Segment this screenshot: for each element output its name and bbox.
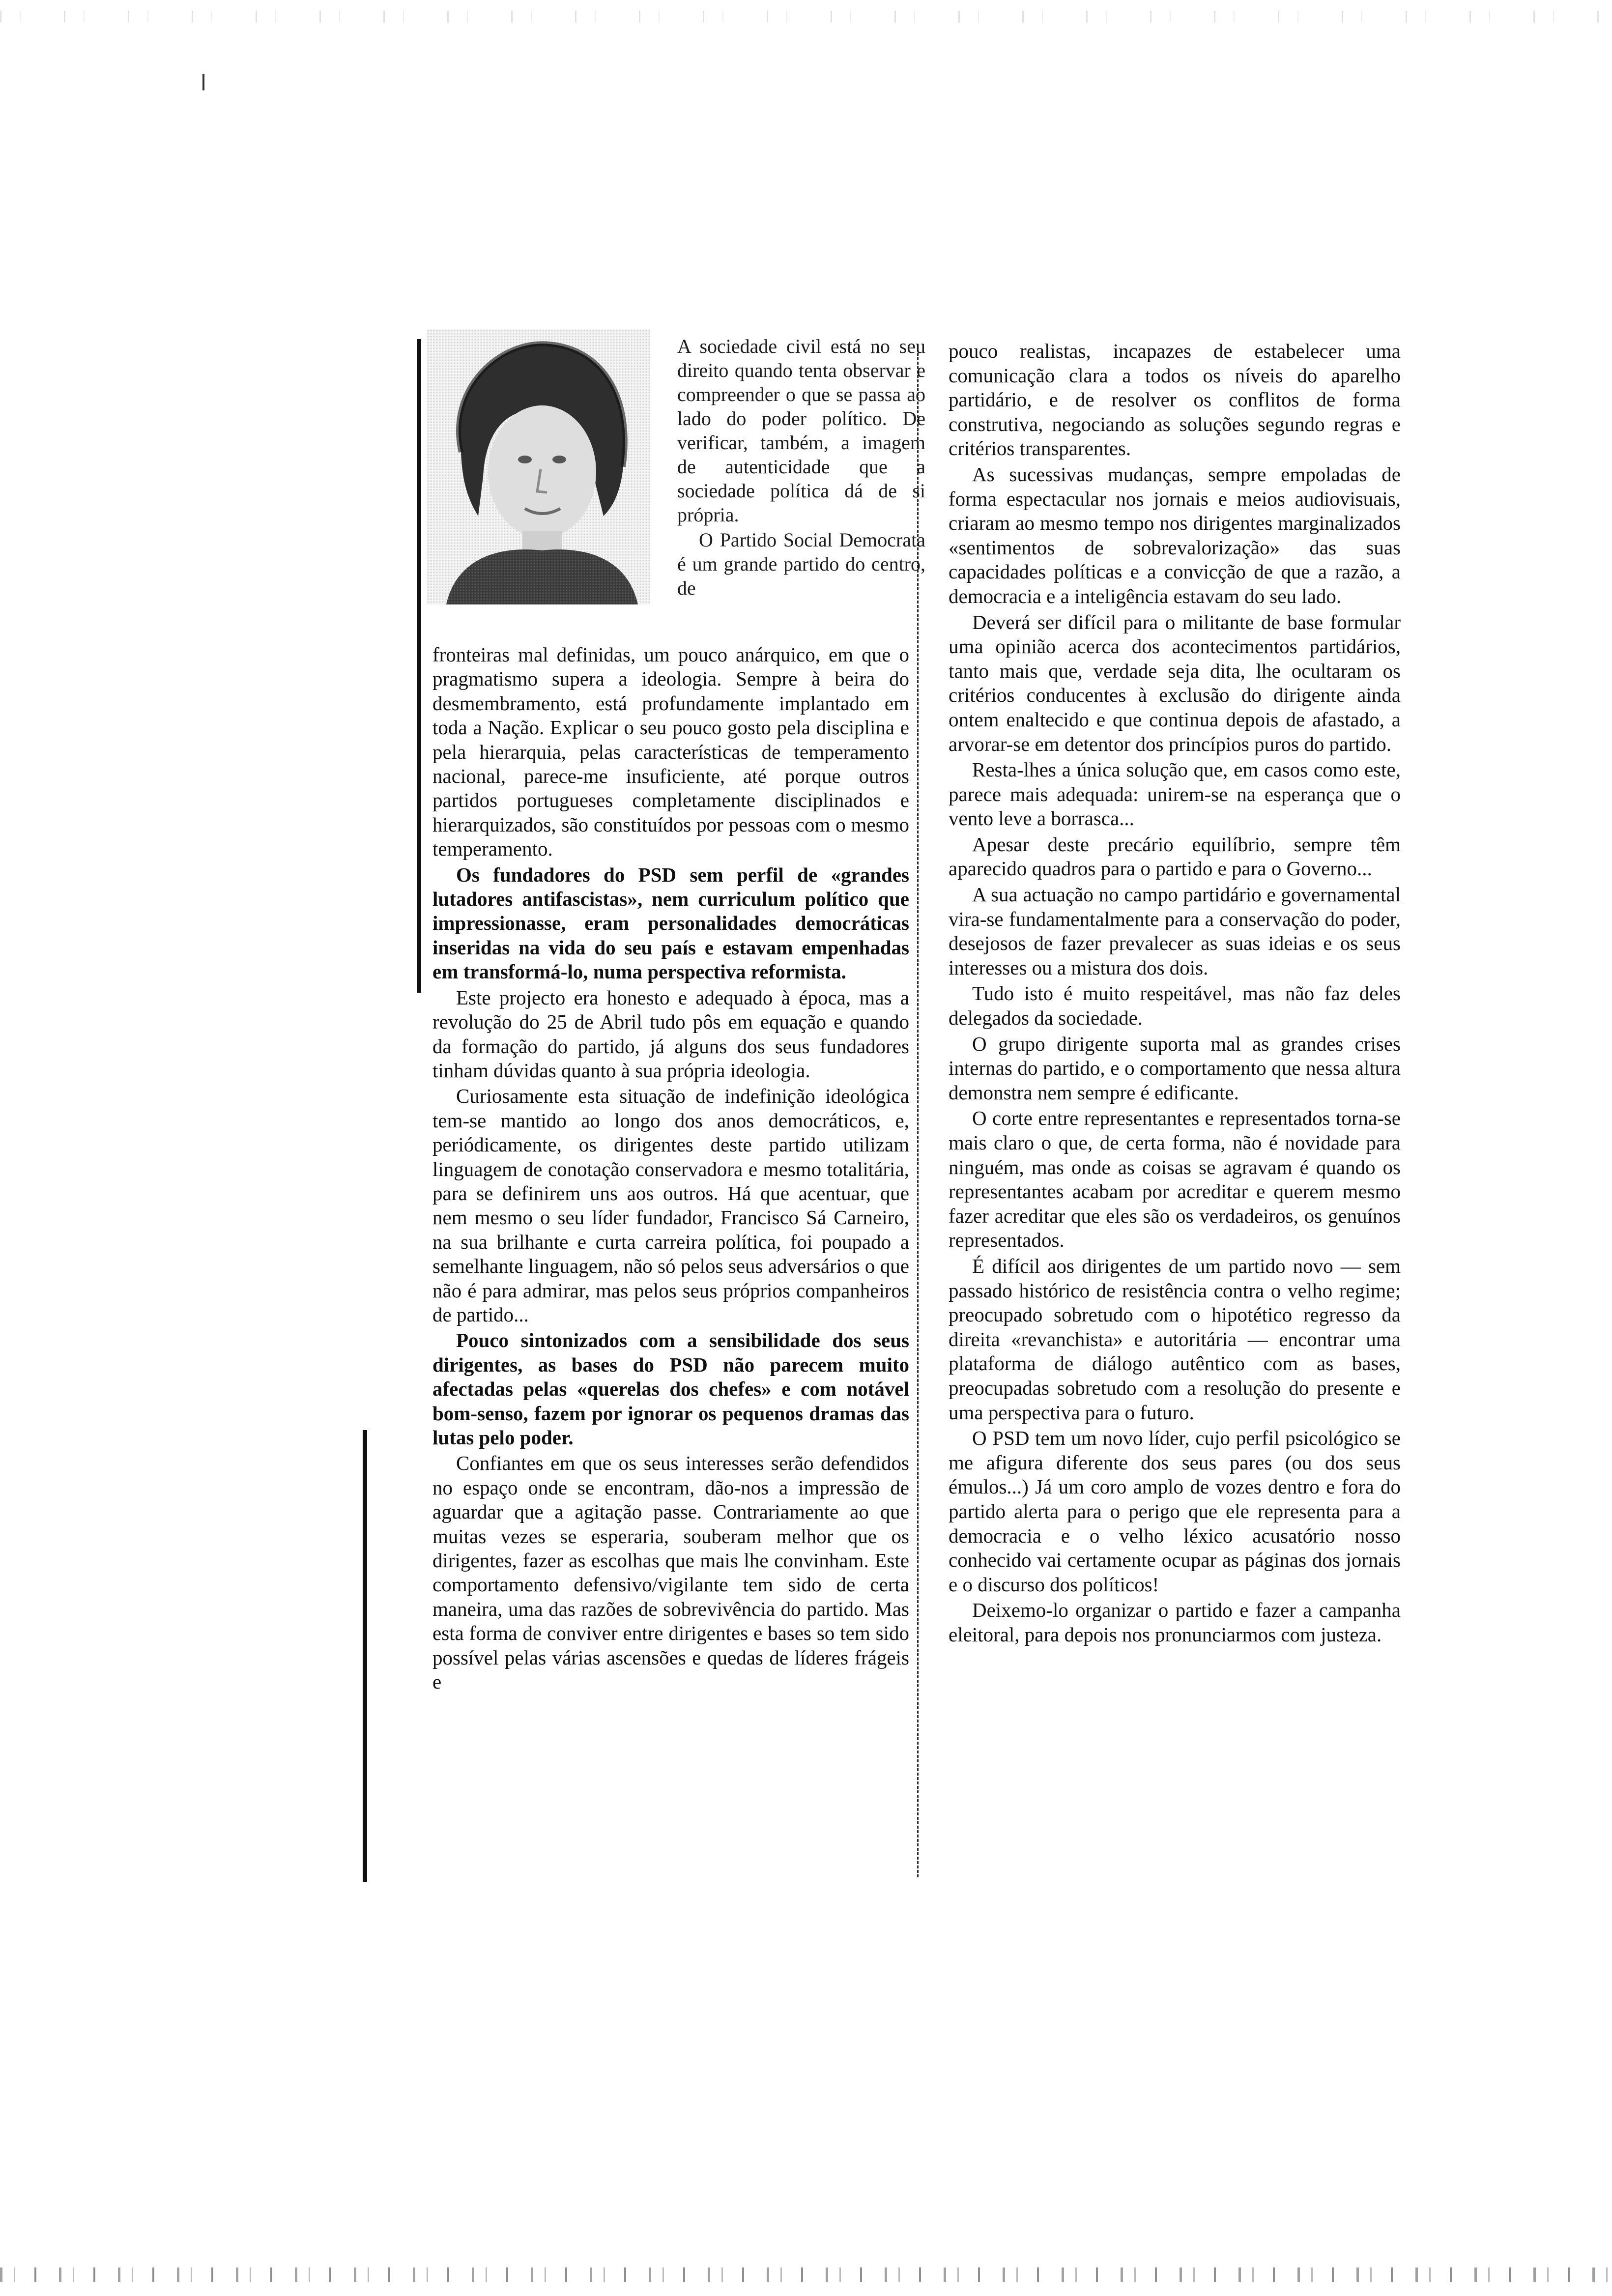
article-paragraph: Os fundadores do PSD sem perfil de «grandes lutadores antifascistas», nem curriculum político que impressionasse, eram personalidades democráticas inseridas na vida do seu país e estavam empenhadas em transformá-lo, numa perspectiva reformista. [432, 863, 909, 983]
portrait-image [427, 329, 650, 604]
article-column-1 [432, 643, 909, 1695]
article-paragraph: Confiantes em que os seus interesses serão defendidos no espaço onde se encontram, dão-nos a impressão de aguardar que a agitação passe. Contrariamente ao que muitas vezes se esperaria, souberam melhor que os dirigentes, fazer as escolhas que mais lhe convinham. Este comportamento defensivo/vigilante tem sido de certa maneira, uma das razões de sobrevivência do partido. Mas esta forma de conviver entre dirigentes e bases so tem sido possível pelas várias ascensões e quedas de líderes frágeis e [432, 1452, 909, 1693]
author-portrait [427, 329, 650, 604]
article-paragraph: O Partido Social Democrata é um grande partido do centro, de [677, 529, 925, 599]
article-paragraph: Curiosamente esta situação de indefinição ideológica tem-se mantido ao longo dos anos democráticos, e, periódicamente, os dirigentes deste partido utilizam linguagem de conotação conservadora e mesmo totalitária, para se definirem uns aos outros. Há que acentuar, que nem mesmo o seu líder fundador, Francisco Sá Carneiro, na sua brilhante e curta carreira política, foi poupado a semelhante linguagem, não só pelos seus adversários o que não é para admirar, mas pelos seus próprios companheiros de partido... [432, 1085, 909, 1326]
margin-rule [417, 339, 421, 993]
margin-rule-lower [363, 1430, 367, 1882]
article-paragraph: A sua actuação no campo partidário e governamental vira-se fundamentalmente para a conservação do poder, desejosos de fazer prevalecer as suas ideias e os seus interesses ou a mistura dos dois. [949, 883, 1401, 979]
article-paragraph: As sucessivas mudanças, sempre empoladas de forma espectacular nos jornais e meios audiovisuais, criaram ao mesmo tempo nos dirigentes marginalizados «sentimentos de sobrevalorização» das suas capacidades políticas e a convicção de que a razão, a democracia e a inteligência estavam do seu lado. [949, 462, 1401, 607]
article-paragraph: O grupo dirigente suporta mal as grandes crises internas do partido, e o comportamento que nessa altura demonstra nem sempre é edificante. [949, 1032, 1401, 1104]
article-paragraph: fronteiras mal definidas, um pouco anárquico, em que o pragmatismo supera a ideologia. Sempre à beira do desmembramento, está profundamente implantado em toda a Nação. Explicar o seu pouco gosto pela disciplina e pela hierarquia, pelas características de temperamento nacional, parece-me insuficiente, até porque outros partidos portugueses completamente disciplinados e hierarquizados, são constituídos por pessoas com o mesmo temperamento. [432, 643, 909, 861]
article-paragraph: Deverá ser difícil para o militante de base formular uma opinião acerca dos acontecimentos partidários, tanto mais que, verdade seja dita, lhe ocultaram os critérios conducentes à exclusão do dirigente ainda ontem enaltecido e que continua depois de afastado, a arvorar-se em detentor dos princípios puros do partido. [949, 610, 1401, 755]
scan-noise-bottom [0, 2267, 1612, 2282]
article-paragraph: Deixemo-lo organizar o partido e fazer a campanha eleitoral, para depois nos pronunciarmos com justeza. [949, 1599, 1401, 1646]
article-paragraph: É difícil aos dirigentes de um partido novo — sem passado histórico de resistência contra o velho regime; preocupado sobretudo com o hipotético regresso da direita «revanchista» e autoritária — encontrar uma plataforma de diálogo autêntico com as bases, preocupadas sobretudo com a resolução do presente e uma perspectiva para o futuro. [949, 1254, 1401, 1424]
article-paragraph: Pouco sintonizados com a sensibilidade dos seus dirigentes, as bases do PSD não parecem muito afectadas pelas «querelas dos chefes» e com notável bom-senso, fazem por ignorar os pequenos dramas das lutas pelo poder. [432, 1329, 909, 1449]
scan-noise-top [0, 11, 1612, 23]
article-paragraph: Este projecto era honesto e adequado à época, mas a revolução do 25 de Abril tudo pôs em equação e quando da formação do partido, já alguns dos seus fundadores tinham dúvidas quanto à sua própria ideologia. [432, 986, 909, 1082]
article-column-2 [949, 339, 1401, 1648]
article-paragraph: O corte entre representantes e representados torna-se mais claro o que, de certa forma, não é novidade para ninguém, mas onde as coisas se agravam é quando os representantes acabam por acreditar e querem mesmo fazer acreditar que eles são os verdadeiros, os genuínos representados. [949, 1107, 1401, 1252]
article-paragraph: O PSD tem um novo líder, cujo perfil psicológico se me afigura diferente dos seus pares (ou dos seus émulos...) Já um coro amplo de vozes dentro e fora do partido alerta para o perigo que ele representa para a democracia e o velho léxico acusatório nosso conhecido vai certamente ocupar as páginas dos jornais e o discurso dos políticos! [949, 1427, 1401, 1596]
article-paragraph: A sociedade civil está no seu direito quando tenta observar e compreender o que se passa ao lado do poder político. De verificar, também, a imagem de autenticidade que a sociedade política dá de si própria. [677, 335, 925, 526]
article-paragraph: Apesar deste precário equilíbrio, sempre têm aparecido quadros para o partido e para o Governo... [949, 832, 1401, 880]
scan-mark [202, 74, 204, 90]
article-column-1-top [677, 334, 925, 600]
article-paragraph: Resta-lhes a única solução que, em casos como este, parece mais adequada: unirem-se na esperança que o vento leve a borrasca... [949, 758, 1401, 830]
article-paragraph: pouco realistas, incapazes de estabelecer uma comunicação clara a todos os níveis do aparelho partidário, e de resolver os conflitos de forma construtiva, negociando as soluções segundo regras e critérios transparentes. [949, 340, 1401, 460]
article-paragraph: Tudo isto é muito respeitável, mas não faz deles delegados da sociedade. [949, 982, 1401, 1030]
